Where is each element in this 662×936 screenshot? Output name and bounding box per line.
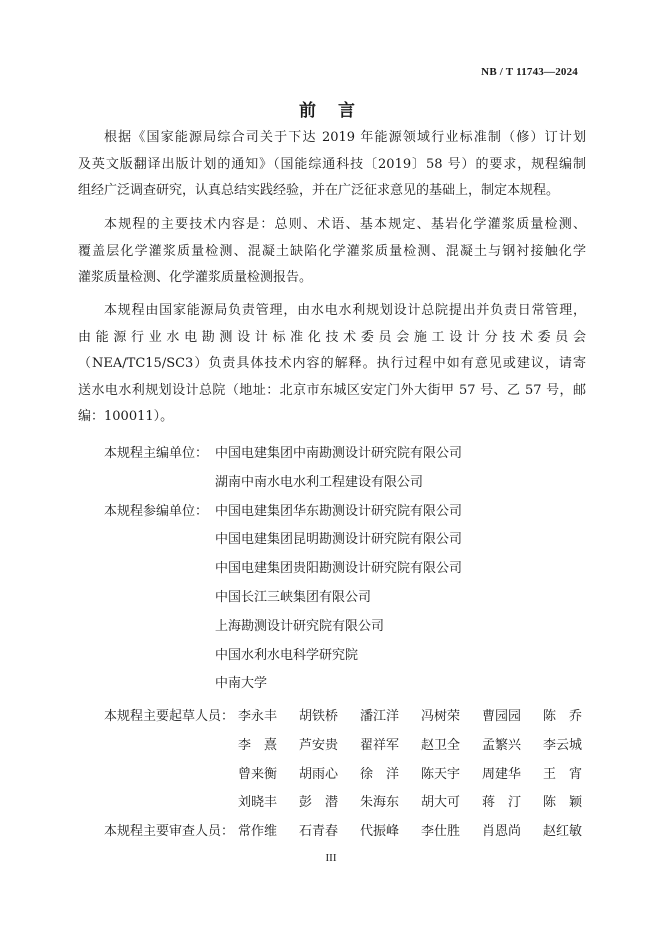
- participating-unit-row: [78, 498, 588, 527]
- person-name: 陈天宇: [421, 766, 461, 782]
- person-name: 蒋汀: [482, 795, 535, 811]
- paragraph-line: 根据《国家能源局综合司关于下达 2019 年能源领域行业标准制（修）订计划: [104, 130, 586, 145]
- drafters-row: [78, 703, 596, 732]
- participating-unit-row: [78, 642, 588, 671]
- person-name: 潘江洋: [360, 709, 400, 724]
- person-name: 翟祥军: [360, 737, 400, 753]
- participating-unit-row: [78, 584, 588, 613]
- person-name: 胡铁桥: [299, 709, 339, 724]
- person-name: 李云城: [543, 737, 583, 753]
- page-number: III: [325, 852, 337, 864]
- chief-units-label: 本规程主编单位：: [104, 446, 209, 461]
- paragraph-line: 由能源行业水电勘测设计标准化技术委员会施工设计分技术委员会: [78, 329, 586, 345]
- paragraph-line: 组经广泛调查研究，认真总结实践经验，并在广泛征求意见的基础上，制定本规程。: [78, 183, 560, 198]
- person-name: 李熹: [238, 737, 291, 753]
- participating-unit-name: 中国水利水电科学研究院: [215, 647, 359, 663]
- person-name: 陈乔: [543, 709, 596, 724]
- units-list: [78, 440, 588, 699]
- paragraph-line: （NEA/TC15/SC3）负责具体技术内容的解释。执行过程中如有意见或建议，请寄: [78, 356, 586, 371]
- paragraph-line: 灌浆质量检测、化学灌浆质量检测报告。: [78, 270, 313, 285]
- person-name: 肖恩尚: [482, 824, 522, 840]
- person-name: 朱海东: [360, 795, 400, 811]
- reviewers-label: 本规程主要审查人员：: [104, 824, 235, 840]
- paragraph-line: 及英文版翻译出版计划的通知》（国能综通科技〔2019〕58 号）的要求，规程编制: [78, 156, 586, 172]
- drafters-row: [78, 732, 588, 761]
- person-name: 曹园园: [482, 709, 522, 724]
- paragraph-management: [78, 298, 586, 431]
- person-name: 彭潜: [299, 795, 352, 811]
- person-name: 周建华: [482, 766, 522, 782]
- participating-unit-row: [78, 555, 588, 584]
- participating-unit-name: 上海勘测设计研究院有限公司: [215, 618, 385, 634]
- page-title: 前 言: [299, 101, 363, 121]
- chief-unit-row: [78, 469, 588, 498]
- person-name: 徐洋: [360, 766, 413, 782]
- person-name: 赵红敏: [543, 824, 583, 840]
- participating-units-label: 本规程参编单位：: [104, 503, 209, 519]
- person-name: 代振峰: [360, 824, 400, 840]
- person-name: 常作维: [238, 824, 278, 840]
- person-name: 石青春: [299, 824, 339, 840]
- person-name: 李永丰: [238, 709, 278, 724]
- person-name: 冯树荣: [421, 709, 461, 724]
- reviewers-row: [78, 818, 588, 847]
- paragraph-line: 本规程由国家能源局负责管理，由水电水利规划设计总院提出并负责日常管理，: [104, 303, 586, 318]
- person-name: 赵卫全: [421, 737, 461, 753]
- participating-unit-name: 中国电建集团昆明勘测设计研究院有限公司: [215, 532, 463, 548]
- paragraph-line: 本规程的主要技术内容是：总则、术语、基本规定、基岩化学灌浆质量检测、: [104, 217, 586, 232]
- participating-unit-row: [78, 526, 588, 555]
- drafters-row: [78, 761, 596, 790]
- participating-unit-name: 中国长江三峡集团有限公司: [215, 589, 372, 605]
- person-name: 陈颖: [543, 795, 596, 811]
- person-name: 胡大可: [421, 795, 461, 811]
- chief-unit-name: 湖南中南水电水利工程建设有限公司: [215, 474, 424, 490]
- paragraph-line: 编：100011）。: [78, 409, 174, 424]
- participating-unit-row: [78, 613, 588, 642]
- standard-code: NB / T 11743—2024: [481, 66, 578, 78]
- person-name: 刘晓丰: [238, 795, 278, 811]
- paragraph-basis: [78, 125, 586, 205]
- person-name: 王宵: [543, 766, 596, 782]
- person-name: 曾来衡: [238, 766, 278, 782]
- chief-unit-name: 中国电建集团中南勘测设计研究院有限公司: [215, 446, 463, 461]
- drafters-row: [78, 789, 596, 818]
- person-name: 芦安贵: [299, 737, 339, 753]
- person-name: 李仕胜: [421, 824, 461, 840]
- paragraph-line: 覆盖层化学灌浆质量检测、混凝土缺陷化学灌浆质量检测、混凝土与钢衬接触化学: [78, 243, 586, 259]
- participating-unit-row: [78, 670, 588, 699]
- chief-unit-row: [78, 440, 588, 469]
- drafters-label: 本规程主要起草人员：: [104, 709, 235, 724]
- participating-unit-name: 中国电建集团华东勘测设计研究院有限公司: [215, 503, 463, 519]
- people-list: [78, 703, 596, 847]
- participating-unit-name: 中国电建集团贵阳勘测设计研究院有限公司: [215, 561, 463, 577]
- person-name: 孟繁兴: [482, 737, 522, 753]
- paragraph-contents: [78, 212, 586, 292]
- paragraph-line: 送水电水利规划设计总院（地址：北京市东城区安定门外大街甲 57 号、乙 57 号，邮: [78, 382, 586, 398]
- participating-unit-name: 中南大学: [215, 676, 268, 692]
- person-name: 胡雨心: [299, 766, 339, 782]
